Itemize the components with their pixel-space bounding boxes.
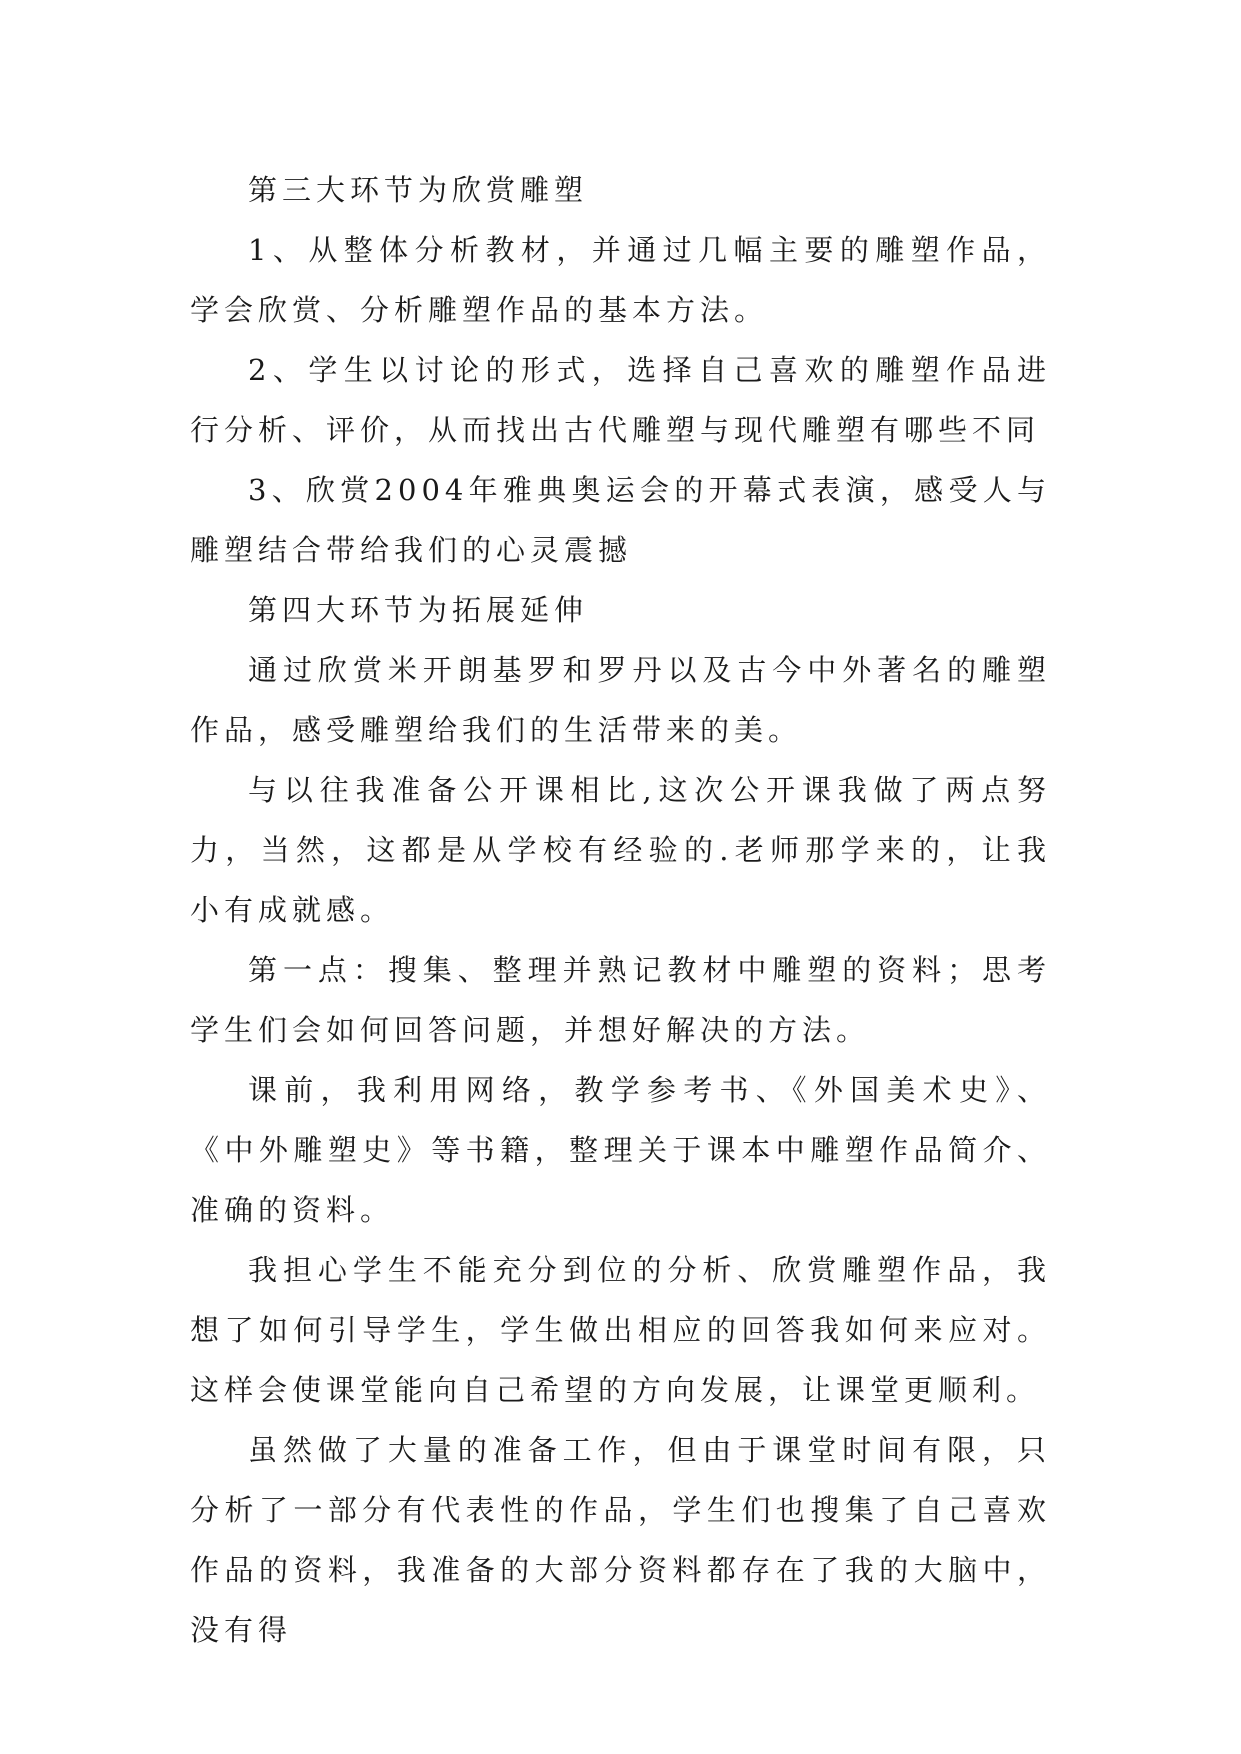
paragraph-extension: 通过欣赏米开朗基罗和罗丹以及古今中外著名的雕塑作品，感受雕塑给我们的生活带来的美。 <box>190 653 1051 747</box>
paragraph-item-2: 2、学生以讨论的形式，选择自己喜欢的雕塑作品进行分析、评价，从而找出古代雕塑与现代雕塑有哪些不同 <box>190 353 1051 447</box>
paragraph-section-three-heading: 第三大环节为欣赏雕塑 <box>248 173 589 207</box>
paragraph-item-3: 3、欣赏2004年雅典奥运会的开幕式表演，感受人与雕塑结合带给我们的心灵震撼 <box>190 473 1051 567</box>
paragraph-concern: 我担心学生不能充分到位的分析、欣赏雕塑作品，我想了如何引导学生，学生做出相应的回答我如何来应对。这样会使课堂能向自己希望的方向发展，让课堂更顺利。 <box>190 1253 1051 1407</box>
paragraph-item-1: 1、从整体分析教材，并通过几幅主要的雕塑作品，学会欣赏、分析雕塑作品的基本方法。 <box>190 233 1051 327</box>
paragraph-reflection: 虽然做了大量的准备工作，但由于课堂时间有限，只分析了一部分有代表性的作品，学生们也搜集了自己喜欢作品的资料，我准备的大部分资料都存在了我的大脑中，没有得 <box>190 1433 1051 1647</box>
paragraph-point-one: 第一点：搜集、整理并熟记教材中雕塑的资料；思考学生们会如何回答问题，并想好解决的方法。 <box>190 953 1051 1047</box>
paragraph-comparison: 与以往我准备公开课相比,这次公开课我做了两点努力，当然，这都是从学校有经验的.老师那学来的，让我小有成就感。 <box>190 773 1051 927</box>
document-body <box>190 160 1051 1660</box>
paragraph-section-four-heading: 第四大环节为拓展延伸 <box>248 593 589 627</box>
paragraph-preparation: 课前，我利用网络，教学参考书、《外国美术史》、《中外雕塑史》等书籍，整理关于课本中雕塑作品简介、准确的资料。 <box>190 1073 1051 1227</box>
